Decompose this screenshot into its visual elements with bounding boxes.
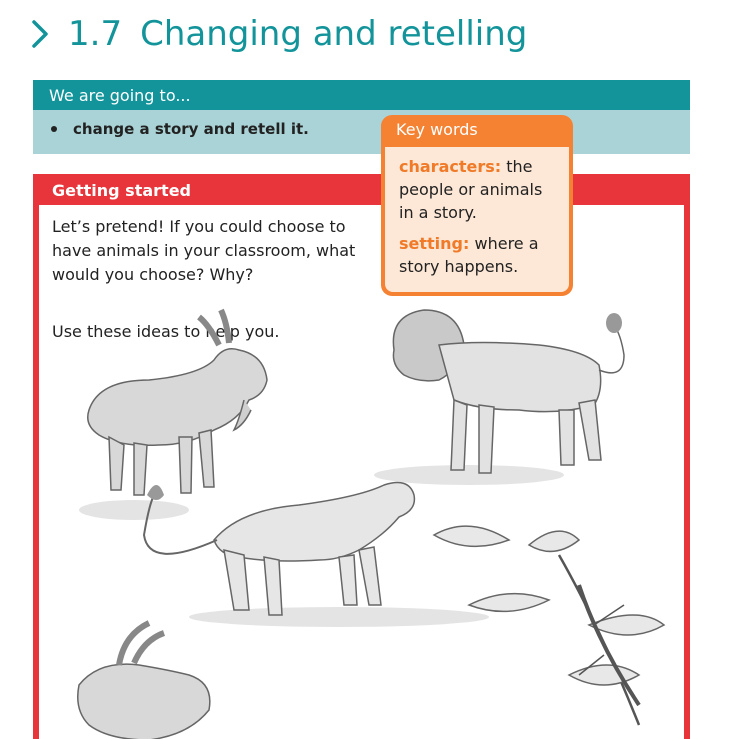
section-heading (30, 14, 527, 54)
section-title: Changing and retelling (140, 14, 528, 54)
key-words-list (385, 147, 569, 292)
key-word-entry (399, 155, 559, 224)
section-number: 1.7 (68, 14, 123, 54)
learning-goals-title: We are going to... (33, 80, 690, 110)
key-word-definition: the people or animals in a story. (399, 157, 543, 222)
learning-goal-item (33, 120, 690, 138)
getting-started-title: Getting started (52, 181, 191, 200)
getting-started-body (39, 205, 684, 739)
key-words-box (381, 115, 573, 296)
chevron-right-icon (30, 14, 52, 54)
animal-illustrations (39, 205, 684, 739)
stick-insect-illustration (434, 526, 664, 725)
learning-goal-text: change a story and retell it. (73, 120, 309, 138)
getting-started-instruction: Use these ideas to help you. (52, 322, 280, 341)
key-word-term: setting: (399, 234, 470, 253)
key-word-term: characters: (399, 157, 502, 176)
key-word-definition: where a story happens. (399, 234, 539, 276)
getting-started-prompt: Let’s pretend! If you could choose to have animals in your classroom, what would you choose? Why? (52, 217, 356, 284)
lion-illustration (374, 310, 624, 485)
learning-goals-box (33, 80, 690, 154)
key-words-title: Key words (396, 120, 478, 139)
goat-head-illustration (78, 623, 210, 739)
goat-illustration (79, 310, 267, 520)
getting-started-box (33, 174, 690, 739)
bullet-icon (51, 126, 57, 132)
lioness-illustration (144, 483, 489, 627)
key-word-entry (399, 232, 559, 278)
